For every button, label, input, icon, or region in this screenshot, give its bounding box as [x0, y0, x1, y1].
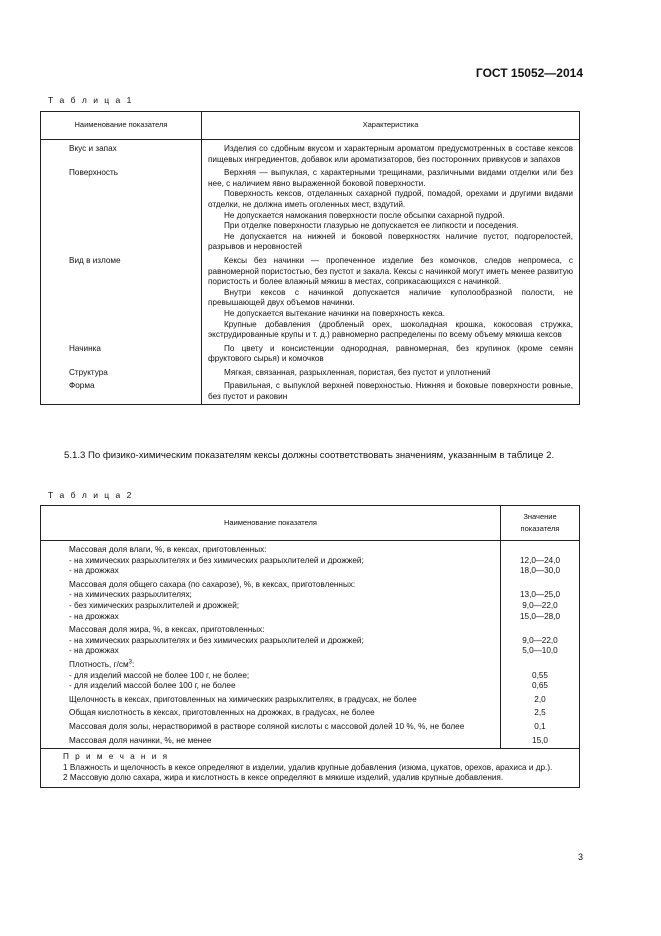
table2-value-line: 2,0 — [534, 694, 546, 704]
table2-col-value-line1: Значение — [523, 512, 557, 521]
table1-row-desc — [202, 379, 580, 404]
table1 — [40, 111, 580, 405]
table2-row-value — [501, 622, 580, 657]
table2-name-line — [69, 590, 494, 601]
table2-name-text: - для изделий массой не более 100 г, не более; — [69, 670, 250, 680]
table2-caption: Т а б л и ц а 2 — [48, 490, 134, 500]
table2-row — [41, 692, 580, 706]
table1-desc-line: Кексы без начинки — пропеченное изделие без комочков, следов непромеса, с равномерной пористостью, без пустот и закала. Кексы с начинкой могут иметь менее развитую пористость и более влажный мякиш в местах, соприкасающихся с начинкой. — [208, 255, 573, 287]
table2-name-line — [69, 601, 494, 612]
note-2: 2 Массовую долю сахара, жира и кислотность в кексе определяют в мякише изделий, удалив крупные добавления. — [63, 773, 504, 783]
table2-value-line: 9,0—22,0 — [522, 635, 558, 645]
table2-value-line — [501, 625, 579, 636]
table1-row-desc — [202, 166, 580, 254]
table2-row-name — [41, 705, 501, 719]
table2-notes — [41, 749, 580, 788]
table2-value-line: 15,0 — [532, 735, 548, 745]
table2-row-value — [501, 541, 580, 577]
table2-row — [41, 657, 580, 692]
table2-value-line: 0,1 — [534, 721, 546, 731]
table2-name-text: Плотность, г/см — [69, 659, 129, 669]
table2-col-value — [501, 506, 580, 541]
table2-name-text: - на химических разрыхлителях; — [69, 590, 192, 600]
table2-value-line: 2,5 — [534, 708, 546, 718]
table2-name-line — [43, 722, 494, 733]
page-number: 3 — [577, 852, 583, 862]
table2-row — [41, 577, 580, 622]
table2-name-text: - на дрожжах — [69, 611, 119, 621]
table2-name-line — [69, 556, 494, 567]
table2-row-name — [41, 733, 501, 749]
table2-row — [41, 541, 580, 577]
table2-value-line — [501, 660, 579, 671]
table1-desc-line: Внутри кексов с начинкой допускается наличие куполообразной полости, не превышающей двух объемов начинки. — [208, 287, 573, 308]
table1-desc-line: По цвету и консистенции однородная, равномерная, без крупинок (кроме семян фруктового сырья) и комочков — [208, 343, 573, 364]
table1-col-name: Наименование показателя — [41, 112, 202, 140]
table1-desc-line: Верхняя — выпуклая, с характерными трещинами, различными видами отделки или без нее, с наличием явно выраженной боковой поверхности. — [208, 168, 573, 188]
paragraph-5-1-3: 5.1.3 По физико-химическим показателям кексы должны соответствовать значениям, указанным в таблице 2. — [64, 450, 555, 461]
table2-name-text: - на химических разрыхлителях и без химических разрыхлителей и дрожжей; — [69, 635, 364, 645]
table2-name-line — [69, 695, 494, 706]
table2-row-value — [501, 719, 580, 733]
table2-name-line — [69, 566, 494, 577]
table1-body — [41, 140, 580, 405]
table2-name-text: Массовая доля общего сахара (по сахарозе), %, в кексах, приготовленных: — [69, 579, 356, 589]
table2-value-line: 13,0—25,0 — [519, 590, 561, 600]
table2-body — [41, 541, 580, 749]
table2-row — [41, 705, 580, 719]
table1-desc-line: Поверхность кексов, отделанных сахарной пудрой, помадой, орехами и другими видами отделки, не должна иметь оголенных мест, вздутий. — [208, 189, 573, 209]
table1-row-desc — [202, 366, 580, 380]
table2-value-line: 5,0—10,0 — [522, 646, 558, 656]
table2-row-name — [41, 577, 501, 622]
table2-value-line: 0,65 — [532, 681, 548, 691]
table2-value-line: 15,0—28,0 — [519, 611, 561, 621]
table1-desc-line: Не допускается вытекание начинки на поверхность кекса. — [224, 308, 446, 318]
table2-row-value — [501, 657, 580, 692]
table2-row-name — [41, 719, 501, 733]
table1-row-name: Форма — [41, 379, 202, 404]
table1-row — [41, 366, 580, 380]
table1-desc-line: Мягкая, связанная, разрыхленная, пористая, без пустот и уплотнений — [224, 367, 491, 377]
table2-value-line: 18,0—30,0 — [519, 566, 561, 576]
table1-desc-line: Правильная, с выпуклой верхней поверхностью. Нижняя и боковые поверхности ровные, без пустот и раковин — [208, 381, 573, 402]
table1-desc-line: При отделке поверхности глазурью не допускается ее липкости и поседения. — [224, 221, 519, 231]
table2-col-name: Наименование показателя — [41, 506, 501, 541]
table1-col-desc: Характеристика — [202, 112, 580, 140]
table2-row-value — [501, 733, 580, 749]
table1-desc-line: Изделия со сдобным вкусом и характерным ароматом предусмотренных в составе кексов пищевых ингредиентов, добавок или ароматизаторов, без посторонних привкусов и запахов — [208, 144, 573, 164]
table2-name-line — [69, 612, 494, 623]
table2-name-suffix: : — [131, 659, 135, 669]
table1-row — [41, 254, 580, 342]
table2-name-sup: 3 — [128, 659, 132, 666]
table2-name-text: - на дрожжах — [69, 646, 119, 656]
table2-name-line — [69, 625, 494, 636]
table1-row — [41, 342, 580, 366]
table2-name-text: Массовая доля влаги, %, в кексах, приготовленных: — [69, 545, 267, 554]
table1-row-name: Вид в изломе — [41, 254, 202, 342]
table2-name-text: - на дрожжах — [69, 566, 119, 576]
table1-row-name: Структура — [41, 366, 202, 380]
table2-name-text: - для изделий массой более 100 г, не более — [69, 681, 236, 691]
table1-desc-line: Не допускается на нижней и боковой поверхностях наличие пустот, подгорелостей, разрывов и неровностей — [208, 231, 573, 252]
table1-row — [41, 166, 580, 254]
note-1: 1 Влажность и щелочность в кексе определяют в изделии, удалив крупные добавления (изюма, цукатов, орехов, арахиса и др.). — [63, 762, 553, 772]
table1-row-name: Вкус и запах — [41, 140, 202, 167]
table2-name-text: - без химических разрыхлителей и дрожжей; — [69, 600, 240, 610]
table2-name-text: Массовая доля жира, %, в кексах, приготовленных: — [69, 625, 265, 635]
table2-name-text: Щелочность в кексах, приготовленных на химических разрыхлителях, в градусах, не более — [69, 694, 417, 704]
table2 — [40, 505, 580, 788]
table2-name-line — [69, 646, 494, 657]
table2-name-text: Массовая доля начинки, %, не менее — [69, 735, 212, 745]
table2-name-text: Общая кислотность в кексах, приготовленных на дрожжах, в градусах, не более — [69, 708, 375, 718]
table2-row — [41, 622, 580, 657]
table2-name-line — [69, 681, 494, 692]
table2-row-name — [41, 657, 501, 692]
table2-row-name — [41, 622, 501, 657]
table1-desc-line: Не допускается намокания поверхности после обсыпки сахарной пудрой. — [224, 210, 505, 220]
table2-row — [41, 719, 580, 733]
table2-value-line — [501, 545, 579, 556]
table2-value-line: 12,0—24,0 — [519, 555, 561, 565]
table2-value-line: 0,55 — [532, 670, 548, 680]
table1-desc-line: Крупные добавления (дробленый орех, шоколадная крошка, кокосовая стружка, экструдированные крупы и т. д.) равномерно распределены по всему объему мякиша кексов — [208, 319, 573, 340]
table1-row — [41, 140, 580, 167]
table1-row-name: Начинка — [41, 342, 202, 366]
table2-name-text: - на химических разрыхлителях и без химических разрыхлителей и дрожжей; — [69, 555, 364, 565]
table2-name-line — [69, 660, 494, 671]
table1-row-name: Поверхность — [41, 166, 202, 254]
table2-row-value — [501, 577, 580, 622]
table2-value-line — [501, 580, 579, 591]
table2-row-value — [501, 692, 580, 706]
notes-heading: П р и м е ч а н и я — [63, 752, 170, 762]
table1-row-desc — [202, 140, 580, 167]
table2-name-line — [69, 636, 494, 647]
standard-header: ГОСТ 15052—2014 — [475, 66, 583, 80]
table2-col-value-line2: показателя — [520, 524, 560, 533]
table1-row — [41, 379, 580, 404]
table2-row-value — [501, 705, 580, 719]
table2-name-line — [69, 545, 494, 556]
table2-name-line — [69, 580, 494, 591]
table1-caption: Т а б л и ц а 1 — [48, 95, 134, 105]
table2-value-line: 9,0—22,0 — [522, 600, 558, 610]
table2-row-name — [41, 541, 501, 577]
table2-name-text: Массовая доля золы, нерастворимой в растворе соляной кислоты с массовой долей 10 %, %, не более — [69, 721, 465, 731]
table2-name-line — [69, 736, 494, 747]
table2-row-name — [41, 692, 501, 706]
table2-name-line — [69, 671, 494, 682]
table2-row — [41, 733, 580, 749]
table1-row-desc — [202, 342, 580, 366]
table2-name-line — [69, 708, 494, 719]
table1-row-desc — [202, 254, 580, 342]
